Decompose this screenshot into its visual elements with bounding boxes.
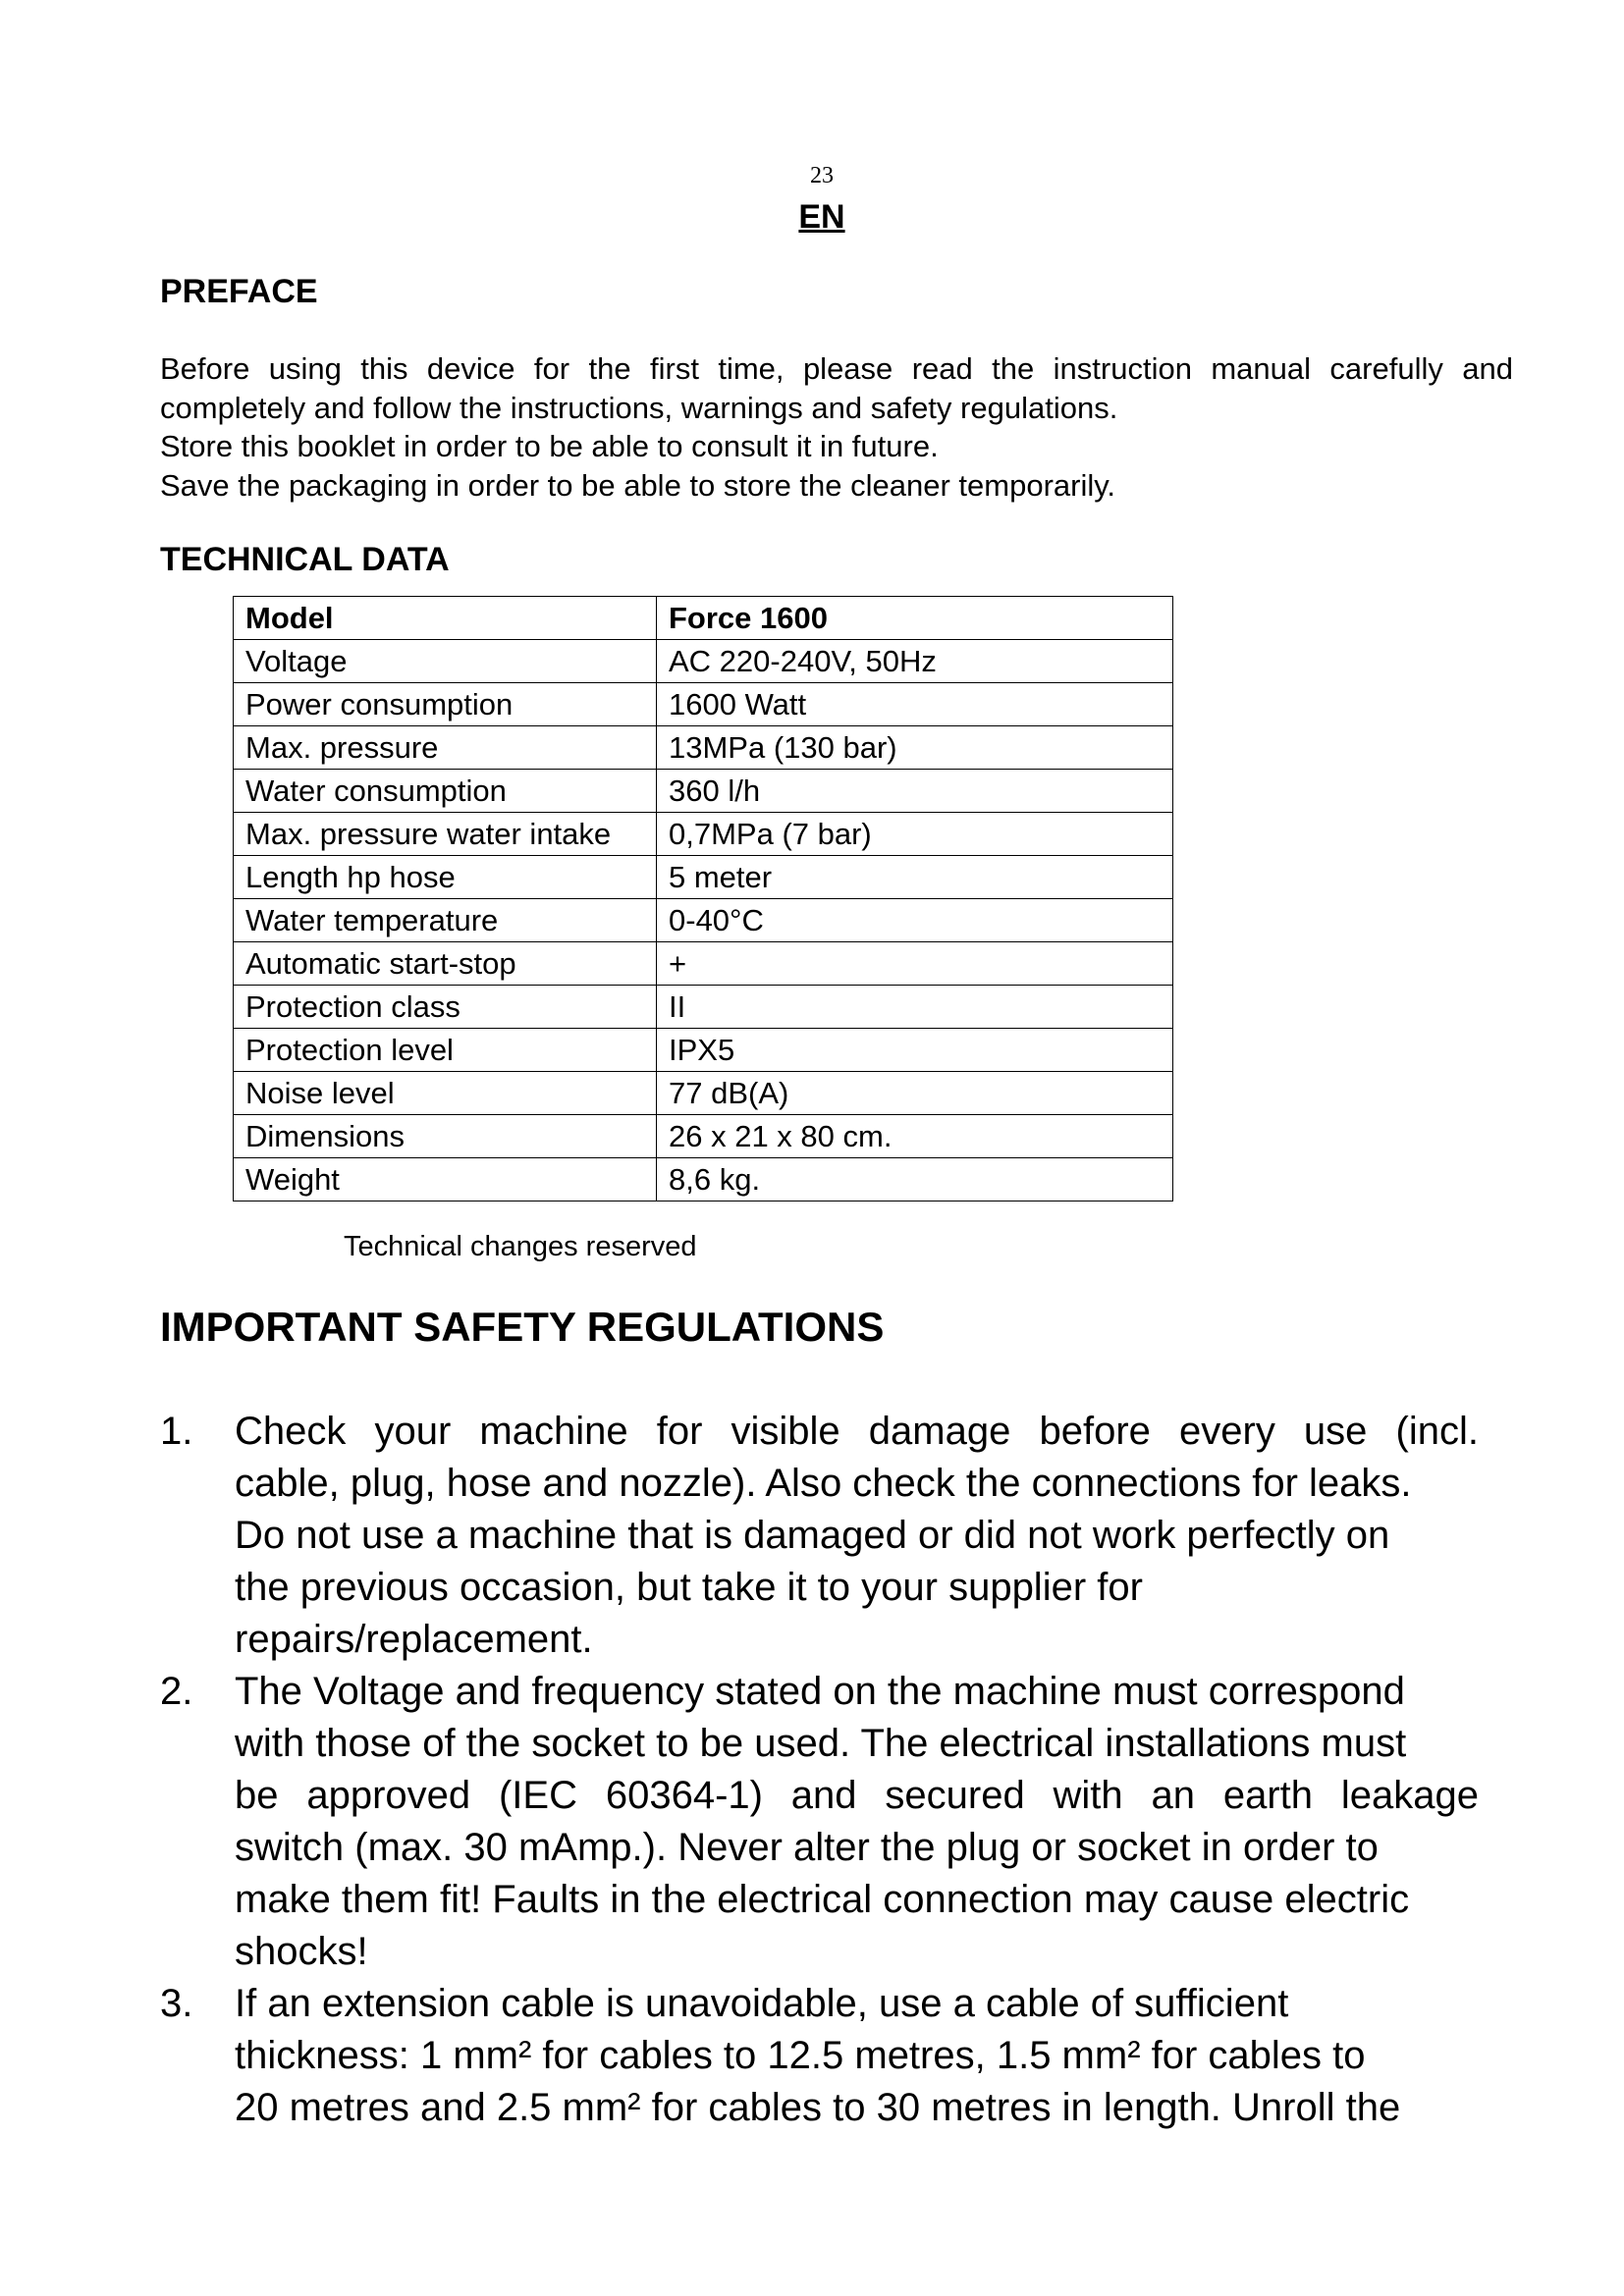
safety-list: [160, 1406, 1479, 2134]
table-cell-value: 26 x 21 x 80 cm.: [657, 1115, 1173, 1158]
technical-data-table: [233, 596, 1173, 1201]
safety-item-line: switch (max. 30 mAmp.). Never alter the plug or socket in order to: [235, 1826, 1379, 1869]
table-cell-label: Automatic start-stop: [234, 942, 657, 986]
table-row: [234, 1158, 1173, 1201]
table-row: [234, 1115, 1173, 1158]
safety-item-line: 20 metres and 2.5 mm² for cables to 30 metres in length. Unroll the: [235, 2086, 1401, 2129]
table-header-row: [234, 597, 1173, 640]
table-header-cell: Force 1600: [657, 597, 1173, 640]
technical-note: Technical changes reserved: [344, 1231, 697, 1262]
safety-item-line: make them fit! Faults in the electrical connection may cause electric: [235, 1878, 1410, 1921]
safety-item-number: 2.: [160, 1670, 193, 1713]
safety-item-line: The Voltage and frequency stated on the machine must correspond: [235, 1670, 1405, 1713]
table-cell-value: 0,7MPa (7 bar): [657, 813, 1173, 856]
table-cell-label: Max. pressure: [234, 726, 657, 770]
preface-heading: PREFACE: [160, 273, 318, 310]
safety-item-line: be approved (IEC 60364-1) and secured with an earth leakage: [235, 1774, 1479, 1817]
safety-item-line: cable, plug, hose and nozzle). Also check the connections for leaks.: [235, 1462, 1412, 1505]
preface-line: Save the packaging in order to be able to store the cleaner temporarily.: [160, 467, 1116, 503]
table-cell-label: Water consumption: [234, 770, 657, 813]
table-cell-label: Voltage: [234, 640, 657, 683]
preface-text: [160, 349, 1513, 505]
preface-line: completely and follow the instructions, warnings and safety regulations.: [160, 390, 1118, 425]
table-cell-label: Protection level: [234, 1029, 657, 1072]
safety-heading: IMPORTANT SAFETY REGULATIONS: [160, 1304, 885, 1350]
table-row: [234, 726, 1173, 770]
table-cell-value: AC 220-240V, 50Hz: [657, 640, 1173, 683]
safety-item: [160, 1666, 1479, 1978]
table-cell-value: 0-40°C: [657, 899, 1173, 942]
safety-item-line: thickness: 1 mm² for cables to 12.5 metres, 1.5 mm² for cables to: [235, 2034, 1366, 2077]
safety-item-number: 1.: [160, 1410, 193, 1453]
table-row: [234, 640, 1173, 683]
table-row: [234, 856, 1173, 899]
safety-item-line: shocks!: [235, 1930, 368, 1973]
table-cell-label: Power consumption: [234, 683, 657, 726]
table-cell-value: 5 meter: [657, 856, 1173, 899]
table-cell-label: Dimensions: [234, 1115, 657, 1158]
safety-item-line: Do not use a machine that is damaged or did not work perfectly on: [235, 1514, 1390, 1557]
language-label: [0, 198, 1624, 237]
safety-item-line: Check your machine for visible damage before every use (incl.: [235, 1410, 1479, 1453]
safety-item: [160, 1406, 1479, 1666]
preface-line: Store this booklet in order to be able to consult it in future.: [160, 429, 939, 463]
table-header-cell: Model: [234, 597, 657, 640]
table-row: [234, 813, 1173, 856]
table-cell-label: Weight: [234, 1158, 657, 1201]
language-code: EN: [798, 198, 845, 236]
table-row: [234, 986, 1173, 1029]
table-cell-label: Max. pressure water intake: [234, 813, 657, 856]
safety-item-line: repairs/replacement.: [235, 1618, 593, 1661]
table-cell-label: Protection class: [234, 986, 657, 1029]
table-row: [234, 942, 1173, 986]
table-cell-value: 1600 Watt: [657, 683, 1173, 726]
technical-data-heading: TECHNICAL DATA: [160, 541, 450, 578]
table-cell-value: IPX5: [657, 1029, 1173, 1072]
table-row: [234, 683, 1173, 726]
table-cell-label: Noise level: [234, 1072, 657, 1115]
safety-item-line: the previous occasion, but take it to your supplier for: [235, 1566, 1143, 1609]
table-row: [234, 1072, 1173, 1115]
table-row: [234, 1029, 1173, 1072]
table-row: [234, 899, 1173, 942]
table-cell-value: 77 dB(A): [657, 1072, 1173, 1115]
safety-item-line: with those of the socket to be used. The electrical installations must: [235, 1722, 1407, 1765]
table-cell-value: 8,6 kg.: [657, 1158, 1173, 1201]
page-number: 23: [810, 163, 834, 188]
table-cell-value: +: [657, 942, 1173, 986]
safety-item-number: 3.: [160, 1982, 193, 2025]
table-cell-value: II: [657, 986, 1173, 1029]
table-cell-label: Length hp hose: [234, 856, 657, 899]
safety-item: [160, 1978, 1479, 2134]
table-cell-label: Water temperature: [234, 899, 657, 942]
table-cell-value: 13MPa (130 bar): [657, 726, 1173, 770]
safety-item-line: If an extension cable is unavoidable, use a cable of sufficient: [235, 1982, 1289, 2025]
preface-line: Before using this device for the first time, please read the instruction manual carefully and: [160, 351, 1513, 386]
table-cell-value: 360 l/h: [657, 770, 1173, 813]
table-row: [234, 770, 1173, 813]
